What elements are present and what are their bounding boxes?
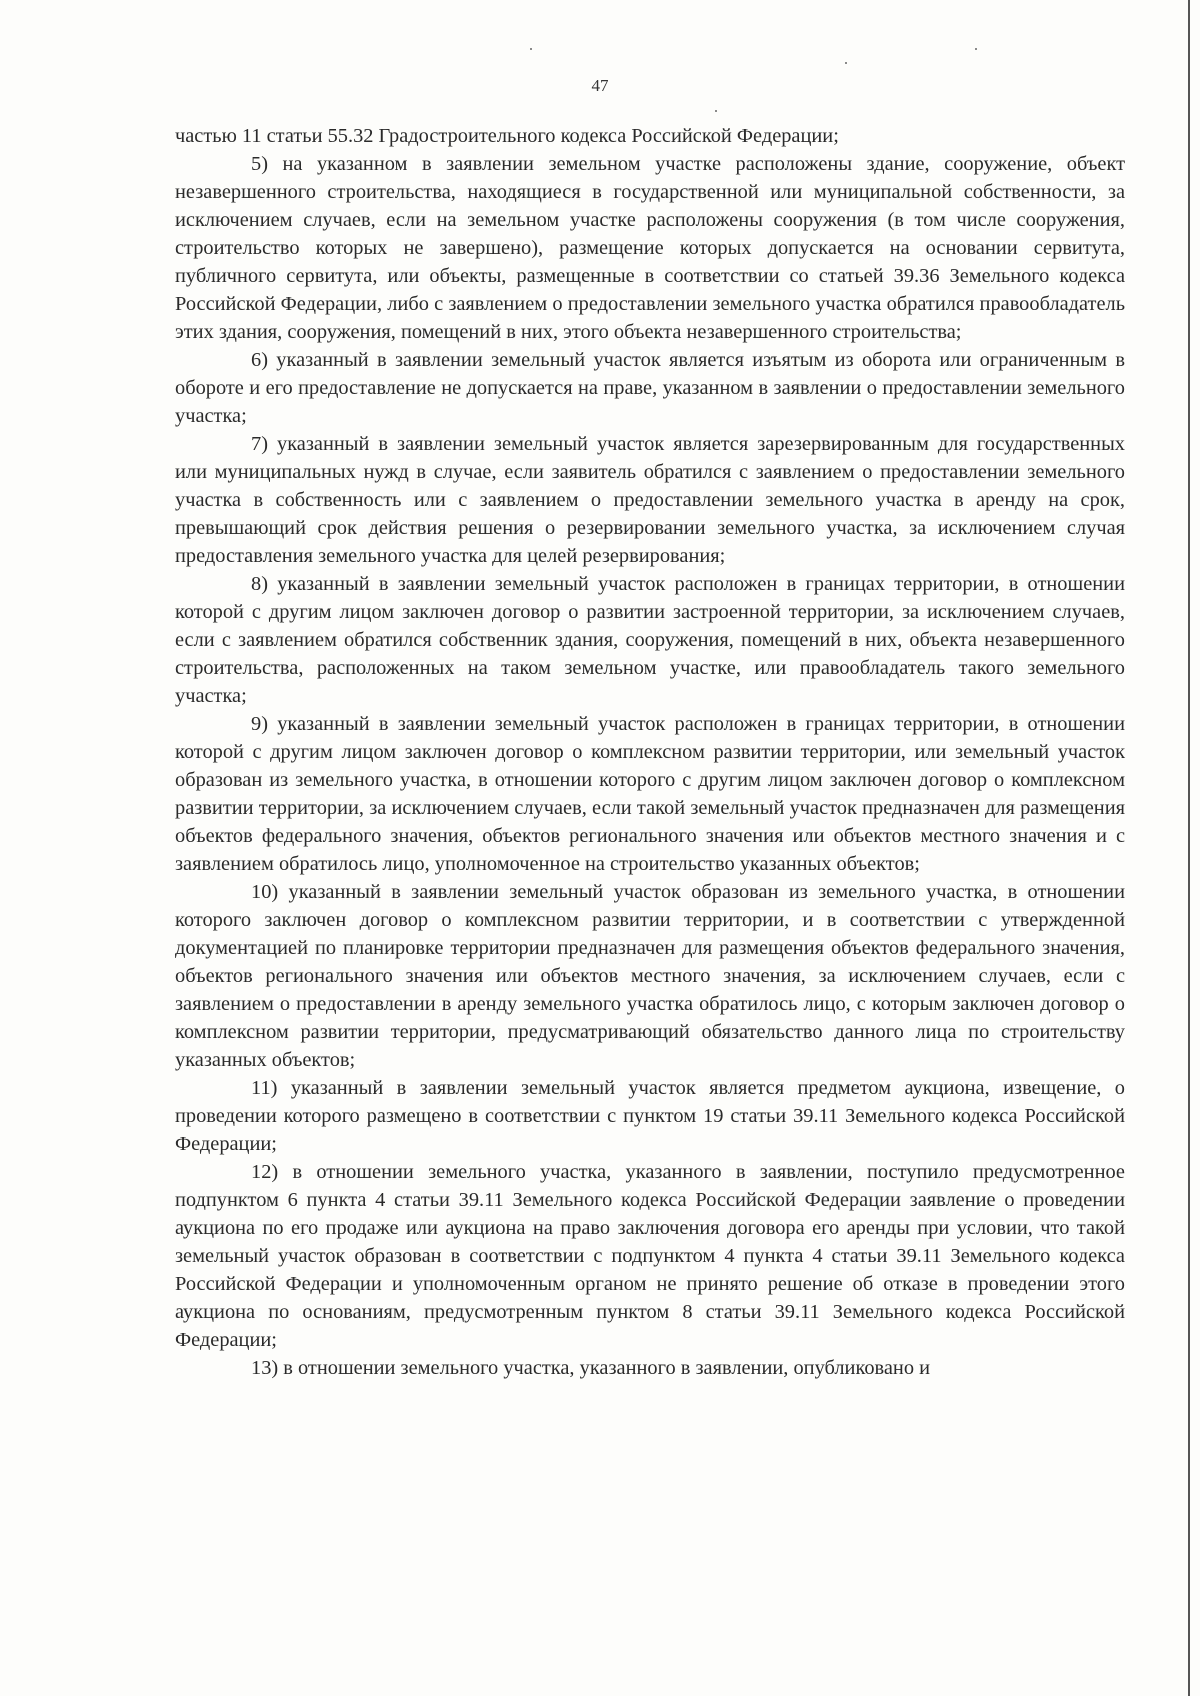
page-number: 47: [591, 76, 609, 95]
list-item-9: 9) указанный в заявлении земельный участок расположен в границах территории, в отношении которой с другим лицом заключен договор о комплексном развитии территории, или земельный участок образован из земельного участка, в отношении которого с другим лицом заключен договор о комплексном развитии территории, за исключением случаев, если такой земельный участок предназначен для размещения объектов федерального значения, объектов регионального значения или объектов местного значения и с заявлением обратилось лицо, уполномоченное на строительство указанных объектов;: [175, 713, 1125, 875]
scan-edge-line: [1188, 0, 1190, 1696]
list-item-10: 10) указанный в заявлении земельный участок образован из земельного участка, в отношении которого заключен договор о комплексном развитии территории, и в соответствии с утвержденной документацией по планировке территории предназначен для размещения объектов федерального значения, объектов регионального значения или объектов местного значения, за исключением случаев, если с заявлением о предоставлении в аренду земельного участка обратилось лицо, с которым заключен договор о комплексном развитии территории, предусматривающий обязательство данного лица по строительству указанных объектов;: [175, 881, 1125, 1071]
scan-speck: [715, 110, 717, 112]
scan-speck: [845, 62, 847, 64]
scan-speck: [530, 48, 532, 50]
scan-speck: [975, 48, 977, 50]
list-item-12: 12) в отношении земельного участка, указанного в заявлении, поступило предусмотренное подпунктом 6 пункта 4 статьи 39.11 Земельного кодекса Российской Федерации заявление о проведении аукциона по его продаже или аукциона на право заключения договора его аренды при условии, что такой земельный участок образован в соответствии с подпунктом 4 пункта 4 статьи 39.11 Земельного кодекса Российской Федерации и уполномоченным органом не принято решение об отказе в проведении этого аукциона по основаниям, предусмотренным пунктом 8 статьи 39.11 Земельного кодекса Российской Федерации;: [175, 1161, 1125, 1351]
document-body: [175, 122, 1125, 1382]
list-item-13: 13) в отношении земельного участка, указанного в заявлении, опубликовано и: [251, 1357, 931, 1379]
list-item-6: 6) указанный в заявлении земельный участок является изъятым из оборота или ограниченным в обороте и его предоставление не допускается на праве, указанном в заявлении о предоставлении земельного участка;: [175, 349, 1125, 427]
paragraph-continuation: частью 11 статьи 55.32 Градостроительного кодекса Российской Федерации;: [175, 125, 839, 147]
list-item-5: 5) на указанном в заявлении земельном участке расположены здание, сооружение, объект незавершенного строительства, находящиеся в государственной или муниципальной собственности, за исключением случаев, если на земельном участке расположены сооружения (в том числе сооружения, строительство которых не завершено), размещение которых допускается на основании сервитута, публичного сервитута, или объекты, размещенные в соответствии со статьей 39.36 Земельного кодекса Российской Федерации, либо с заявлением о предоставлении земельного участка обратился правообладатель этих здания, сооружения, помещений в них, этого объекта незавершенного строительства;: [175, 153, 1125, 343]
list-item-11: 11) указанный в заявлении земельный участок является предметом аукциона, извещение, о проведении которого размещено в соответствии с пунктом 19 статьи 39.11 Земельного кодекса Российской Федерации;: [175, 1077, 1125, 1155]
list-item-8: 8) указанный в заявлении земельный участок расположен в границах территории, в отношении которой с другим лицом заключен договор о развитии застроенной территории, за исключением случаев, если с заявлением обратился собственник здания, сооружения, помещений в них, объекта незавершенного строительства, расположенных на таком земельном участке, или правообладатель такого земельного участка;: [175, 573, 1125, 707]
list-item-7: 7) указанный в заявлении земельный участок является зарезервированным для государственных или муниципальных нужд в случае, если заявитель обратился с заявлением о предоставлении земельного участка в собственность или с заявлением о предоставлении земельного участка в аренду на срок, превышающий срок действия решения о резервировании земельного участка, за исключением случая предоставления земельного участка для целей резервирования;: [175, 433, 1125, 567]
